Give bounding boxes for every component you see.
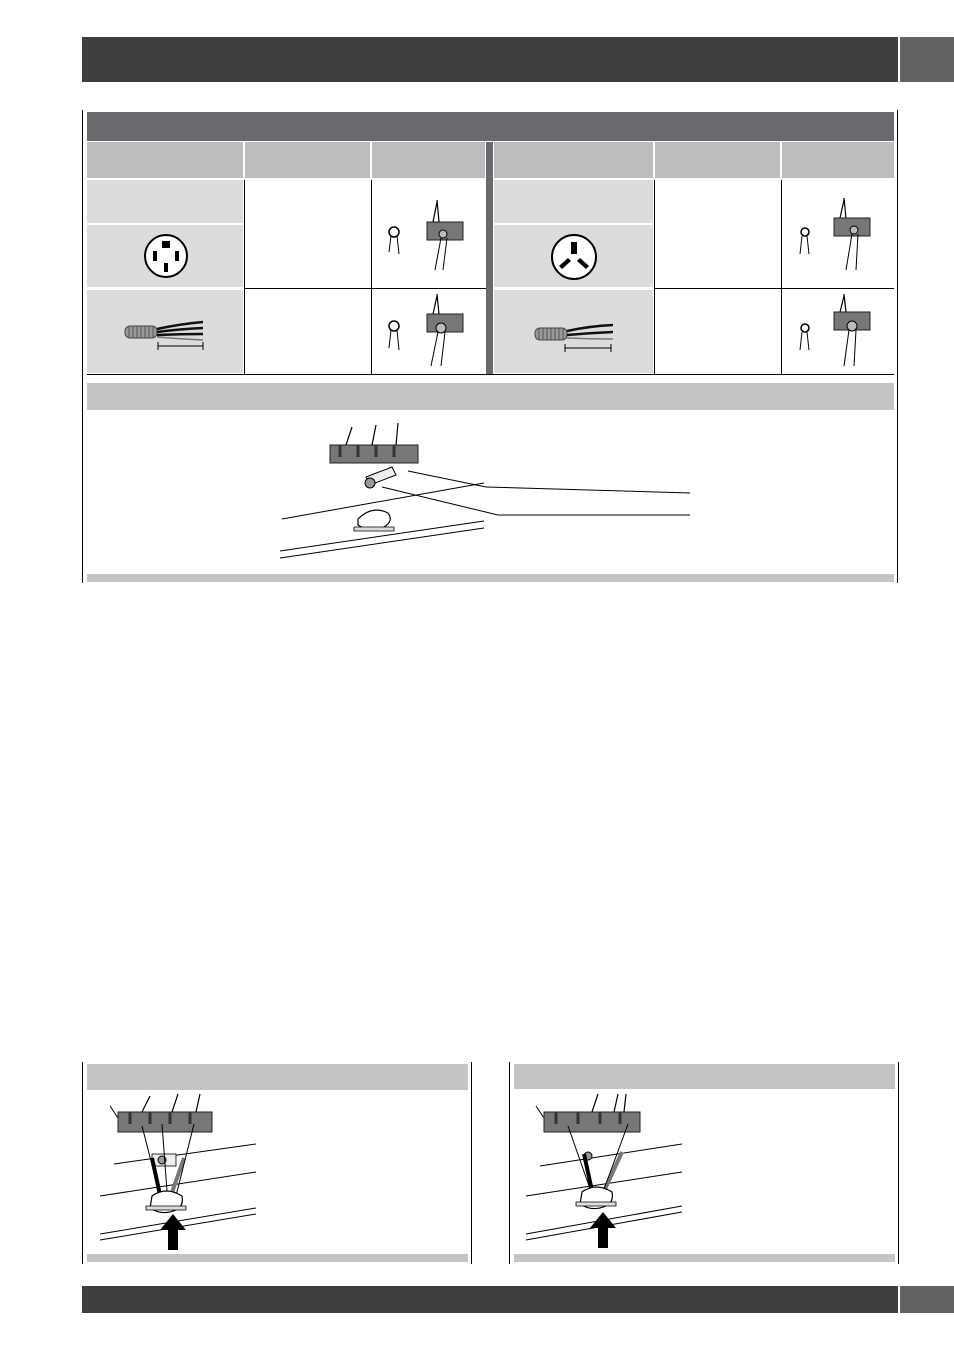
- cell-3wire-label: [494, 180, 653, 223]
- page-footer-tab: [900, 1286, 954, 1313]
- figure-left-title-bar: [87, 1064, 468, 1090]
- ring-terminal-icon: [385, 192, 475, 272]
- ground-section-bottom-band: [87, 574, 894, 582]
- three-prong-outlet-icon: [550, 233, 598, 281]
- four-prong-outlet-icon: [143, 233, 189, 279]
- terminal-block-icon: [796, 294, 886, 370]
- stripped-cable-icon: [125, 318, 207, 356]
- stripped-cable-icon: [535, 320, 617, 358]
- terminal-block-icon: [385, 294, 475, 370]
- page-header-bar: [82, 37, 898, 82]
- col-header-6: [782, 142, 894, 178]
- table-center-divider: [486, 142, 493, 374]
- col-header-5: [655, 142, 780, 178]
- figure-right-bottom-band: [514, 1254, 895, 1262]
- col-header-2: [245, 142, 370, 178]
- ring-terminal-icon: [796, 192, 886, 272]
- up-arrow-icon: [160, 1214, 186, 1250]
- col-header-1: [87, 142, 243, 178]
- figure-left-bottom-band: [87, 1254, 468, 1262]
- col-header-4: [494, 142, 653, 178]
- up-arrow-icon: [590, 1212, 616, 1248]
- col-header-3: [372, 142, 485, 178]
- figure-right-title-bar: [514, 1064, 895, 1089]
- ground-strap-illustration: [278, 415, 698, 565]
- ground-section-title-bar: [87, 383, 894, 410]
- page-footer-bar: [82, 1286, 898, 1313]
- table-title-bar: [87, 112, 894, 141]
- page-header-tab: [900, 37, 954, 82]
- cell-4wire-label: [87, 180, 243, 223]
